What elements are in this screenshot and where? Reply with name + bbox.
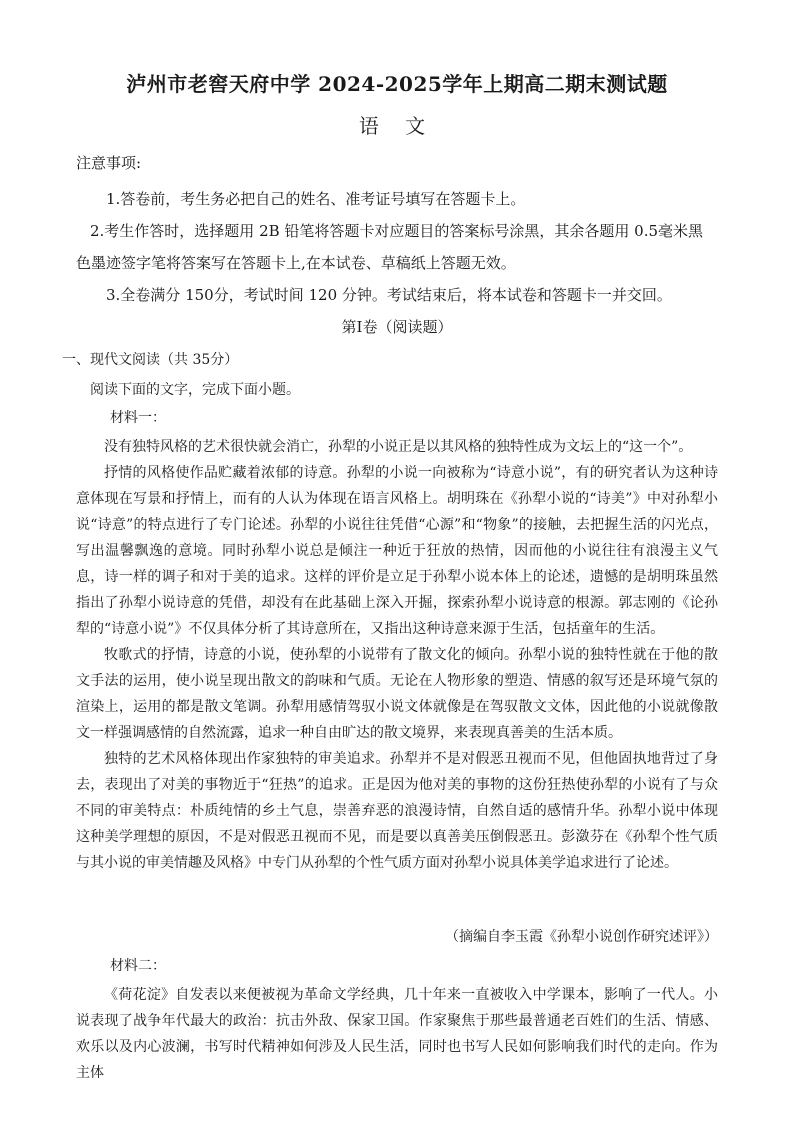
exam-title: 泸州市老窖天府中学 2024-2025学年上期高二期末测试题 — [126, 72, 668, 96]
part-one-title: 一、现代文阅读（共 35分） — [62, 352, 239, 368]
notice-item-2: 2.考生作答时，选择题用 2B 铅笔将答题卡对应题目的答案标号涂黑，其余各题用 0.5毫米黑色墨迹签字笔将答案写在答题卡上,在本试卷、草稿纸上答题无效。 — [76, 222, 704, 272]
material-1-paragraph: 独特的艺术风格体现出作家独特的审美追求。孙犁并不是对假恶丑视而不见，但他固执地背过了身去，表现出了对美的事物近于“狂热”的追求。正是因为他对美的事物的这份狂热使孙犁的小说有了与众不同的审美特点：朴质纯情的乡土气息，崇善弃恶的浪漫诗情，自然自适的感情升华。孙犁小说中体现这种美学理想的原因，不是对假恶丑视而不见，而是要以真善美压倒假恶丑。彭潋芬在《孙犁个性气质与其小说的审美情趣及风格》中专门从孙犁的个性气质方面对孙犁小说具体美学追求进行了论述。 — [76, 751, 718, 871]
material-1-paragraph: 牧歌式的抒情，诗意的小说，使孙犁的小说带有了散文化的倾向。孙犁小说的独特性就在于他的散文手法的运用，使小说呈现出散文的韵味和气质。无论在人物形象的塑造、情感的叙写还是环境气氛的渲染上，运用的都是散文笔调。孙犁用感情驾驭小说文体就像是在驾驭散文文体，因此他的小说就像散文一样强调感情的自然流露，追求一种自由旷达的散文境界，来表现真善美的生活本质。 — [76, 647, 718, 741]
material-1-citation: （摘编自李玉霞《孙犁小说创作研究述评》） — [445, 929, 718, 945]
material-2-label: 材料二： — [110, 958, 166, 974]
notice-item-1: 1.答卷前，考生务必把自己的姓名、准考证号填写在答题卡上。 — [106, 190, 526, 208]
material-2-paragraph: 《荷花淀》自发表以来便被视为革命文学经典，几十年来一直被收入中学课本，影响了一代人。小说表现了战争年代最大的政治：抗击外敌、保家卫国。作家聚焦于那些最普通老百姓们的生活、情感、欢乐以及内心波澜，书写时代精神如何涉及人民生活，同时也书写人民如何影响我们时代的走向。作为主体 — [76, 987, 718, 1081]
material-1-body — [76, 434, 718, 876]
material-1-label: 材料一： — [110, 410, 166, 426]
reading-instruction: 阅读下面的文字，完成下面小题。 — [90, 382, 300, 398]
material-1-paragraph: 没有独特风格的艺术很快就会消亡，孙犁的小说正是以其风格的独特性成为文坛上的“这一个”。 — [104, 439, 693, 455]
notice-heading: 注意事项: — [76, 154, 142, 172]
material-1-paragraph: 抒情的风格使作品贮藏着浓郁的诗意。孙犁的小说一向被称为“诗意小说”，有的研究者认为这种诗意体现在写景和抒情上，而有的人认为体现在语言风格上。胡明珠在《孙犁小说的“诗美”》中对孙犁小说“诗意”的特点进行了专门论述。孙犁的小说往往凭借“心源”和“物象”的接触，去把握生活的闪光点，写出温馨飘逸的意境。同时孙犁小说总是倾注一种近于狂放的热情，因而他的小说往往有浪漫主义气息，诗一样的调子和对于美的追求。这样的评价是立足于孙犁小说本体上的论述，遗憾的是胡明珠虽然指出了孙犁小说诗意的凭借，却没有在此基础上深入开掘，探索孙犁小说诗意的根源。郭志刚的《论孙犁的“诗意小说”》不仅具体分析了其诗意所在，又指出这种诗意来源于生活，包括童年的生活。 — [76, 465, 718, 637]
material-2-body — [76, 982, 718, 1086]
subject-title: 语 文 — [358, 114, 436, 138]
volume-title: 第Ⅰ卷（阅读题） — [341, 318, 453, 336]
notice-item-3: 3.全卷满分 150分，考试时间 120 分钟。考试结束后，将本试卷和答题卡一并交回。 — [106, 286, 672, 304]
